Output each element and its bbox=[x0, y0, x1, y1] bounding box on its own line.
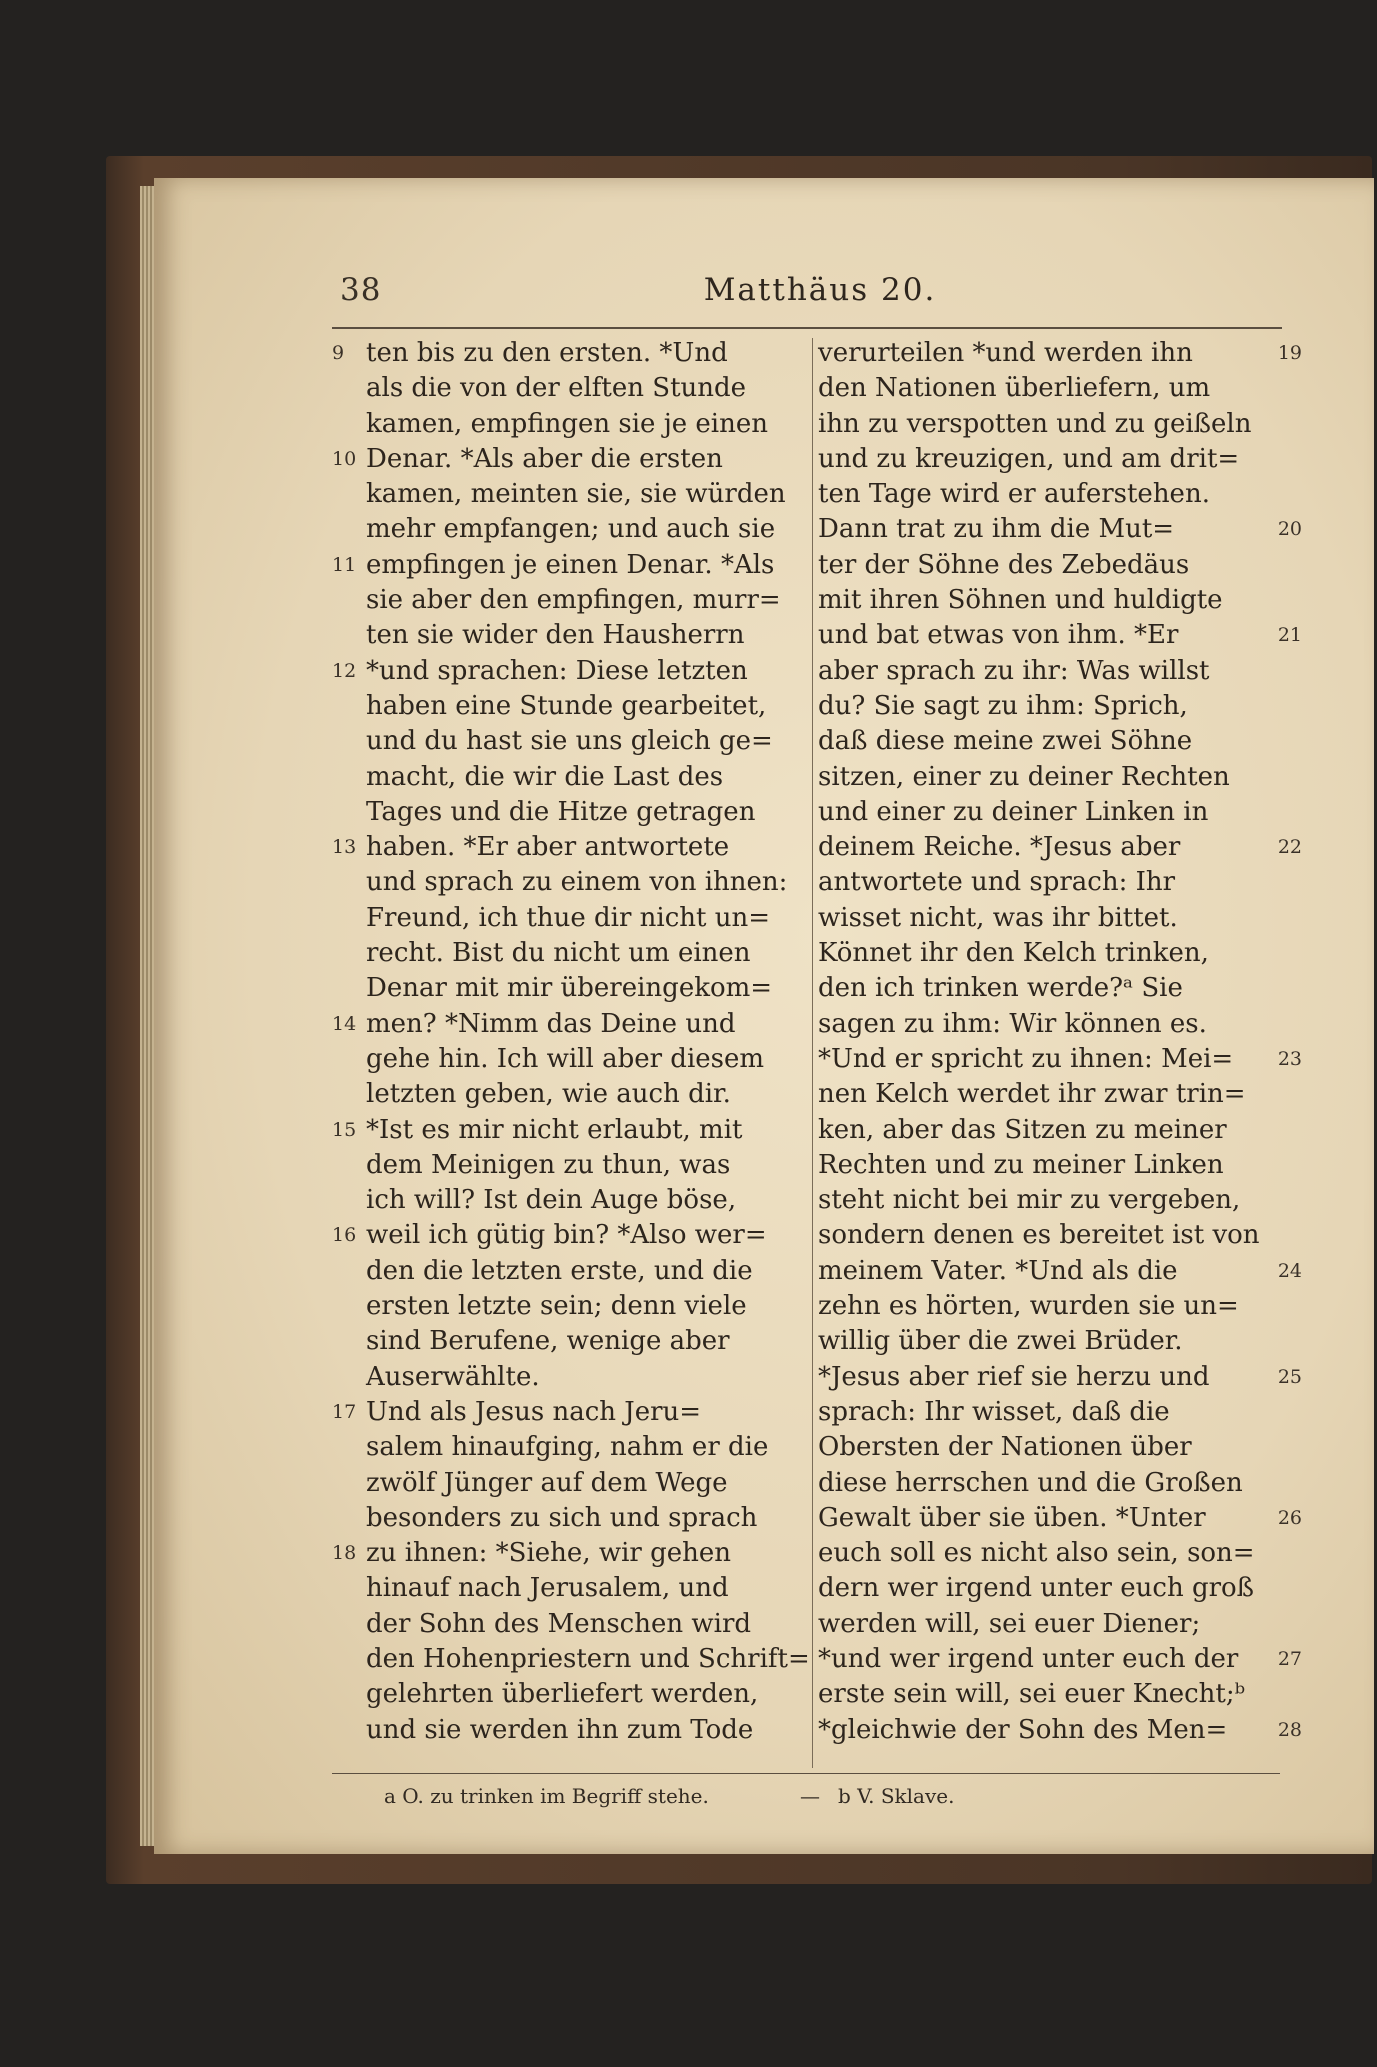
line-text: aber sprach zu ihr: Was willst bbox=[818, 655, 1210, 686]
line-text: sie aber den empfingen, murr= bbox=[366, 585, 781, 616]
text-line bbox=[818, 1395, 1278, 1430]
text-line bbox=[818, 1289, 1278, 1324]
text-line bbox=[332, 1289, 804, 1324]
line-text: letzten geben, wie auch dir. bbox=[366, 1079, 731, 1110]
text-line bbox=[818, 1642, 1302, 1677]
line-text: dern wer irgend unter euch groß bbox=[818, 1573, 1255, 1604]
text-line bbox=[818, 1713, 1302, 1748]
text-line bbox=[818, 1183, 1278, 1218]
text-line bbox=[332, 407, 804, 442]
text-line bbox=[818, 1677, 1278, 1712]
text-line bbox=[332, 1466, 804, 1501]
text-line bbox=[818, 477, 1278, 512]
text-line bbox=[332, 689, 804, 724]
text-line bbox=[332, 1677, 804, 1712]
line-text: erste sein will, sei euer Knecht;ᵇ bbox=[818, 1679, 1246, 1710]
text-line bbox=[818, 1607, 1278, 1642]
verse-number: 9 bbox=[332, 342, 345, 364]
line-text: ihn zu verspotten und zu geißeln bbox=[818, 408, 1252, 439]
verse-number: 28 bbox=[1277, 1718, 1302, 1741]
text-line bbox=[332, 724, 804, 759]
line-text: sondern denen es bereitet ist von bbox=[818, 1220, 1260, 1251]
text-line bbox=[818, 830, 1302, 865]
page-number: 38 bbox=[340, 272, 382, 308]
line-text: ter der Söhne des Zebedäus bbox=[818, 549, 1190, 580]
line-text: *Und er spricht zu ihnen: Mei= bbox=[818, 1043, 1234, 1074]
line-text: ersten letzte sein; denn viele bbox=[366, 1291, 747, 1322]
verse-number: 17 bbox=[332, 1400, 357, 1423]
text-line bbox=[818, 760, 1278, 795]
text-line bbox=[818, 1466, 1278, 1501]
line-text: willig über die zwei Brüder. bbox=[818, 1326, 1183, 1357]
line-text: *und sprachen: Diese letzten bbox=[366, 655, 748, 686]
line-text: Denar. *Als aber die ersten bbox=[366, 443, 723, 474]
text-line bbox=[332, 336, 804, 371]
text-line bbox=[818, 689, 1278, 724]
text-line bbox=[818, 442, 1278, 477]
line-text: ten sie wider den Hausherrn bbox=[366, 620, 745, 651]
text-line bbox=[332, 971, 804, 1006]
text-line bbox=[818, 795, 1278, 830]
text-line bbox=[818, 1113, 1278, 1148]
right-column bbox=[818, 336, 1302, 1748]
verse-number: 26 bbox=[1277, 1506, 1302, 1529]
line-text: nen Kelch werdet ihr zwar trin= bbox=[818, 1079, 1246, 1110]
line-text: den ich trinken werde?ᵃ Sie bbox=[818, 973, 1183, 1004]
text-line bbox=[332, 371, 804, 406]
text-line bbox=[332, 795, 804, 830]
line-text: zu ihnen: *Siehe, wir gehen bbox=[366, 1538, 732, 1569]
text-line bbox=[332, 901, 804, 936]
verse-number: 16 bbox=[332, 1224, 357, 1247]
text-line bbox=[818, 936, 1278, 971]
text-line bbox=[332, 1642, 810, 1677]
line-text: kamen, meinten sie, sie würden bbox=[366, 479, 786, 510]
text-line bbox=[332, 1536, 804, 1571]
line-text: *Ist es mir nicht erlaubt, mit bbox=[366, 1114, 743, 1145]
line-text: zwölf Jünger auf dem Wege bbox=[366, 1467, 728, 1498]
line-text: der Sohn des Menschen wird bbox=[366, 1608, 752, 1639]
text-line bbox=[818, 1042, 1302, 1077]
line-text: euch soll es nicht also sein, son= bbox=[818, 1538, 1255, 1569]
footnote-separator: — bbox=[800, 1784, 820, 1808]
verse-number: 13 bbox=[332, 836, 357, 859]
line-text: diese herrschen und die Großen bbox=[818, 1467, 1243, 1498]
verse-number: 12 bbox=[332, 659, 357, 682]
text-line bbox=[332, 1430, 804, 1465]
text-line bbox=[818, 1571, 1278, 1606]
text-line bbox=[332, 1148, 804, 1183]
verse-number: 19 bbox=[1277, 342, 1302, 364]
line-text: gehe hin. Ich will aber diesem bbox=[366, 1043, 765, 1074]
text-line bbox=[332, 583, 804, 618]
text-line bbox=[332, 1254, 804, 1289]
line-text: sagen zu ihm: Wir können es. bbox=[818, 1008, 1207, 1039]
text-line bbox=[332, 1113, 804, 1148]
line-text: steht nicht bei mir zu vergeben, bbox=[818, 1185, 1241, 1216]
line-text: *und wer irgend unter euch der bbox=[818, 1643, 1239, 1674]
text-line bbox=[332, 654, 804, 689]
footnote-rule bbox=[332, 1773, 1280, 1774]
text-line bbox=[332, 512, 804, 547]
line-text: den Nationen überliefern, um bbox=[818, 373, 1211, 404]
text-line bbox=[332, 1183, 804, 1218]
text-line bbox=[332, 1571, 804, 1606]
text-line bbox=[818, 1324, 1278, 1359]
text-line bbox=[332, 1395, 804, 1430]
text-line bbox=[818, 901, 1278, 936]
text-line bbox=[818, 724, 1278, 759]
line-text: Denar mit mir übereingekom= bbox=[366, 973, 773, 1004]
verse-number: 27 bbox=[1277, 1647, 1302, 1670]
text-line bbox=[818, 618, 1302, 653]
verse-number: 14 bbox=[332, 1012, 357, 1035]
line-text: ken, aber das Sitzen zu meiner bbox=[818, 1114, 1227, 1145]
footnote-a: a O. zu trinken im Begriff stehe. bbox=[384, 1784, 709, 1808]
verse-number: 23 bbox=[1277, 1047, 1302, 1070]
line-text: daß diese meine zwei Söhne bbox=[818, 726, 1193, 757]
line-text: und bat etwas von ihm. *Er bbox=[818, 620, 1179, 651]
left-column bbox=[332, 336, 810, 1748]
line-text: Rechten und zu meiner Linken bbox=[818, 1149, 1224, 1180]
text-line bbox=[818, 548, 1278, 583]
line-text: du? Sie sagt zu ihm: Sprich, bbox=[818, 690, 1188, 721]
line-text: Auserwählte. bbox=[366, 1361, 540, 1392]
text-line bbox=[332, 865, 804, 900]
line-text: gelehrten überliefert werden, bbox=[366, 1679, 759, 1710]
verse-number: 25 bbox=[1277, 1365, 1302, 1388]
line-text: Freund, ich thue dir nicht un= bbox=[366, 902, 771, 933]
text-line bbox=[818, 1007, 1278, 1042]
line-text: Obersten der Nationen über bbox=[818, 1432, 1192, 1463]
line-text: dem Meinigen zu thun, was bbox=[366, 1149, 731, 1180]
verse-number: 21 bbox=[1277, 624, 1302, 647]
line-text: deinem Reiche. *Jesus aber bbox=[818, 832, 1181, 863]
line-text: recht. Bist du nicht um einen bbox=[366, 938, 751, 969]
line-text: haben eine Stunde gearbeitet, bbox=[366, 690, 767, 721]
verse-number: 15 bbox=[332, 1118, 357, 1141]
line-text: weil ich gütig bin? *Also wer= bbox=[366, 1220, 767, 1251]
line-text: wisset nicht, was ihr bittet. bbox=[818, 902, 1178, 933]
column-divider bbox=[812, 338, 813, 1768]
text-line bbox=[332, 830, 804, 865]
text-line bbox=[332, 1501, 804, 1536]
running-head: Matthäus 20. bbox=[703, 272, 937, 308]
verse-number: 20 bbox=[1277, 518, 1302, 541]
line-text: hinauf nach Jerusalem, und bbox=[366, 1573, 729, 1604]
line-text: sprach: Ihr wisset, daß die bbox=[818, 1396, 1170, 1427]
line-text: werden will, sei euer Diener; bbox=[818, 1608, 1201, 1639]
text-line bbox=[332, 1324, 804, 1359]
line-text: verurteilen *und werden ihn bbox=[818, 338, 1193, 368]
line-text: mit ihren Söhnen und huldigte bbox=[818, 585, 1223, 616]
text-line bbox=[818, 583, 1278, 618]
line-text: ten Tage wird er auferstehen. bbox=[818, 479, 1210, 510]
text-line bbox=[818, 1501, 1302, 1536]
line-text: Tages und die Hitze getragen bbox=[366, 796, 756, 827]
text-line bbox=[332, 1360, 804, 1395]
line-text: als die von der elften Stunde bbox=[366, 373, 747, 404]
text-line bbox=[818, 654, 1278, 689]
text-line bbox=[332, 1007, 804, 1042]
header-rule bbox=[332, 327, 1282, 329]
line-text: ten bis zu den ersten. *Und bbox=[366, 338, 728, 368]
text-line bbox=[332, 760, 804, 795]
line-text: sitzen, einer zu deiner Rechten bbox=[818, 761, 1230, 792]
line-text: und du hast sie uns gleich ge= bbox=[366, 726, 773, 757]
line-text: zehn es hörten, wurden sie un= bbox=[818, 1291, 1239, 1322]
line-text: Dann trat zu ihm die Mut= bbox=[818, 514, 1175, 545]
line-text: Könnet ihr den Kelch trinken, bbox=[818, 938, 1209, 969]
line-text: und sprach zu einem von ihnen: bbox=[366, 867, 788, 898]
text-line bbox=[818, 1360, 1302, 1395]
verse-number: 10 bbox=[332, 447, 357, 470]
text-line bbox=[818, 971, 1278, 1006]
text-line bbox=[818, 512, 1302, 547]
line-text: und einer zu deiner Linken in bbox=[818, 796, 1209, 827]
line-text: mehr empfangen; und auch sie bbox=[366, 514, 776, 545]
line-text: den Hohenpriestern und Schrift= bbox=[366, 1643, 810, 1674]
line-text: und zu kreuzigen, und am drit= bbox=[818, 443, 1240, 474]
line-text: empfingen je einen Denar. *Als bbox=[366, 549, 775, 580]
verse-number: 24 bbox=[1277, 1259, 1302, 1282]
text-line bbox=[818, 336, 1302, 371]
line-text: *gleichwie der Sohn des Men= bbox=[818, 1714, 1228, 1745]
text-line bbox=[332, 1713, 804, 1748]
line-text: macht, die wir die Last des bbox=[366, 761, 724, 792]
line-text: sind Berufene, wenige aber bbox=[366, 1326, 730, 1357]
verse-number: 22 bbox=[1277, 836, 1302, 859]
line-text: haben. *Er aber antwortete bbox=[366, 832, 730, 863]
text-line bbox=[818, 1218, 1278, 1253]
text-line bbox=[332, 442, 804, 477]
line-text: besonders zu sich und sprach bbox=[366, 1502, 758, 1533]
line-text: ich will? Ist dein Auge böse, bbox=[366, 1185, 737, 1216]
text-line bbox=[818, 1430, 1278, 1465]
text-line bbox=[818, 1254, 1302, 1289]
line-text: meinem Vater. *Und als die bbox=[818, 1255, 1178, 1286]
line-text: und sie werden ihn zum Tode bbox=[366, 1714, 754, 1745]
text-line bbox=[332, 477, 804, 512]
line-text: salem hinaufging, nahm er die bbox=[366, 1432, 769, 1463]
text-line bbox=[332, 1218, 804, 1253]
line-text: kamen, empfingen sie je einen bbox=[366, 408, 768, 439]
text-line bbox=[332, 1607, 804, 1642]
verse-number: 11 bbox=[332, 553, 357, 576]
verse-number: 18 bbox=[332, 1542, 357, 1565]
footnote-b: b V. Sklave. bbox=[838, 1784, 955, 1808]
line-text: Gewalt über sie üben. *Unter bbox=[818, 1502, 1206, 1533]
text-line bbox=[818, 407, 1278, 442]
line-text: *Jesus aber rief sie herzu und bbox=[818, 1361, 1210, 1392]
line-text: men? *Nimm das Deine und bbox=[366, 1008, 736, 1039]
text-line bbox=[818, 371, 1278, 406]
text-line bbox=[818, 865, 1278, 900]
line-text: antwortete und sprach: Ihr bbox=[818, 867, 1176, 898]
text-line bbox=[818, 1077, 1278, 1112]
text-line bbox=[818, 1148, 1278, 1183]
line-text: den die letzten erste, und die bbox=[366, 1255, 753, 1286]
text-line bbox=[332, 618, 804, 653]
text-line bbox=[332, 548, 804, 583]
text-line bbox=[818, 1536, 1278, 1571]
text-line bbox=[332, 1077, 804, 1112]
text-line bbox=[332, 936, 804, 971]
line-text: Und als Jesus nach Jeru= bbox=[366, 1396, 702, 1427]
text-line bbox=[332, 1042, 804, 1077]
